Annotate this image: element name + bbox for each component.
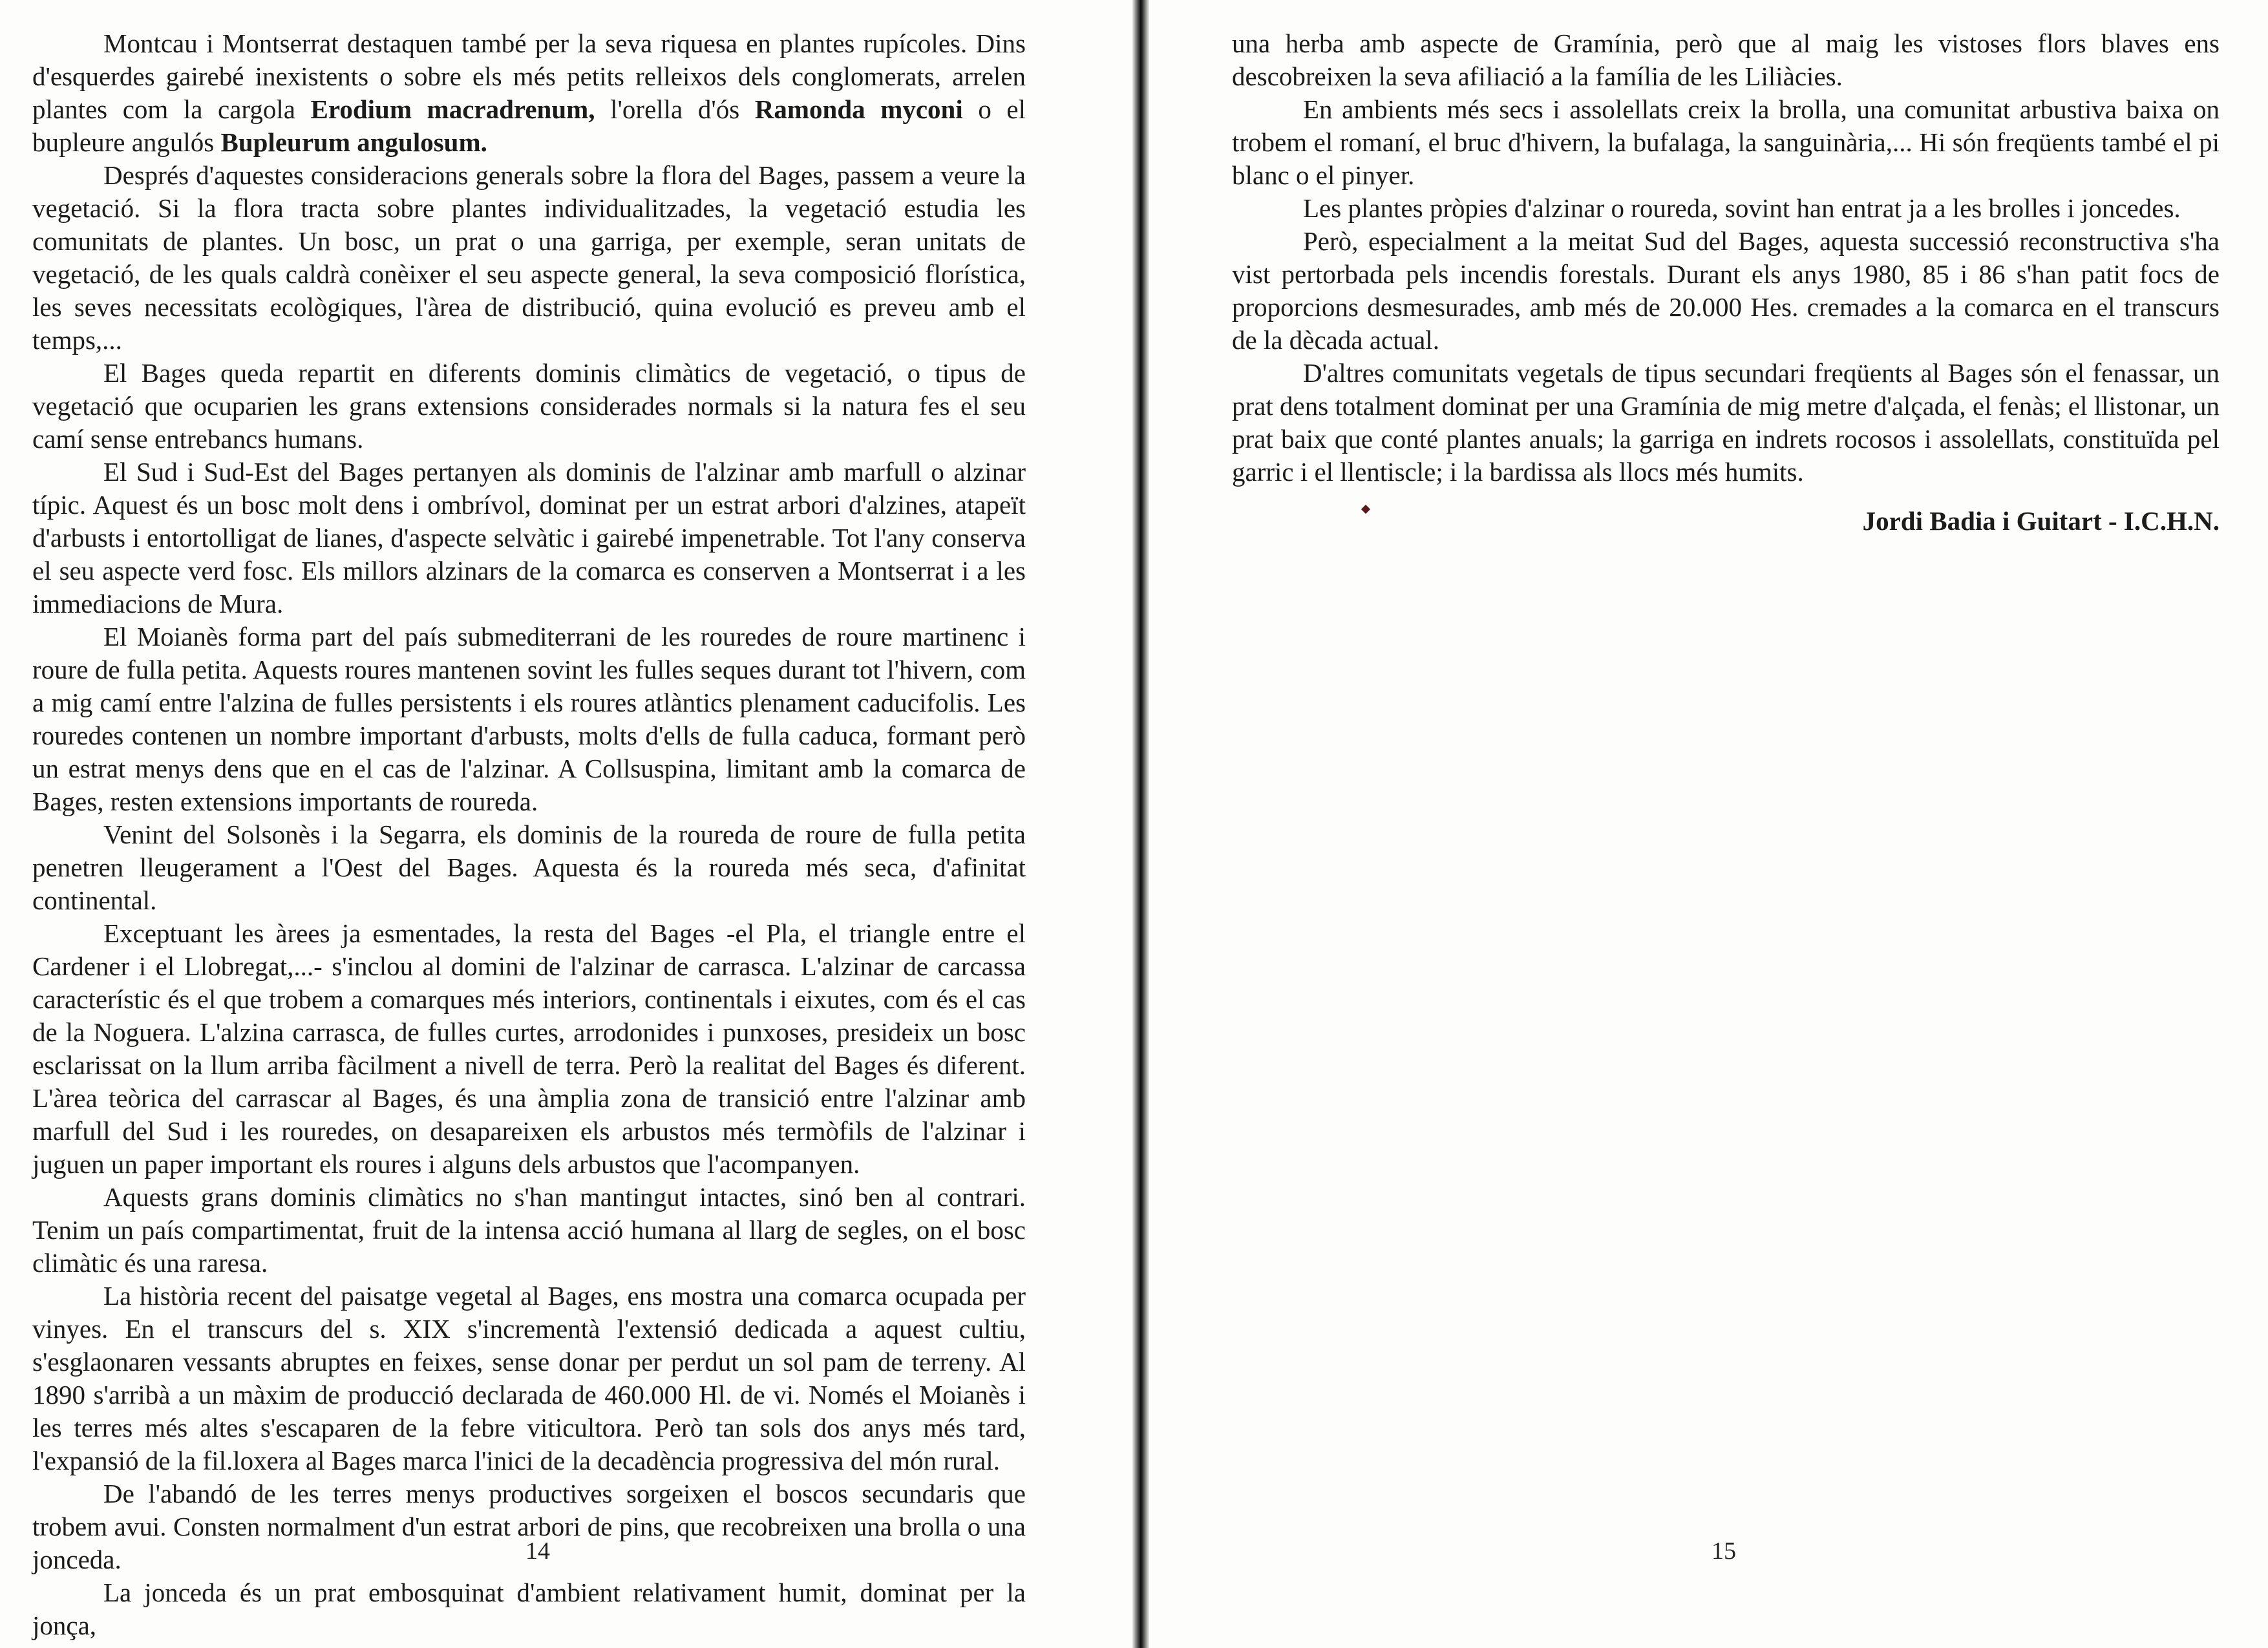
- paragraph-text: El Moianès forma part del país submediterrani de les rouredes de roure martinenc i roure de fulla petita. Aquests roures mantenen sovint les fulles seques durant tot l'hivern, com a mig camí entre l'alzina de fulles persistents i els roures atlàntics plenament caducifolis. Les rouredes contenen un nombre important d'arbusts, molts d'ells de fulla caduca, formant però un estrat menys dens que en el cas de l'alzinar. A Collsuspina, limitant amb la comarca de Bages, resten extensions importants de roureda.: [32, 622, 1026, 816]
- paragraph-text: una herba amb aspecte de Gramínia, però que al maig les vistoses flors blaves ens descobreixen la seva afiliació a la família de les Liliàcies.: [1232, 28, 2220, 91]
- paragraph: [32, 159, 1026, 357]
- paragraph: [32, 456, 1026, 620]
- paragraph-text: La història recent del paisatge vegetal al Bages, ens mostra una comarca ocupada per vinyes. En el transcurs del s. XIX s'incrementà l'extensió dedicada a aquest cultiu, s'esglaonaren vessants abruptes en feixes, sense donar per perdut un sol pam de terreny. Al 1890 s'arribà a un màxim de producció declarada de 460.000 Hl. de vi. Només el Moianès i les terres més altes s'escaparen de la febre viticultora. Però tan sols dos anys més tard, l'expansió de la fil.loxera al Bages marca l'inici de la decadència progressiva del món rural.: [32, 1281, 1026, 1475]
- paragraph: [32, 27, 1026, 159]
- paragraph: [1232, 93, 2220, 192]
- left-page-body-text: [32, 27, 1026, 1642]
- paragraph-text: o el bupleure angulós: [32, 94, 1026, 157]
- left-page: [0, 0, 1132, 1648]
- paragraph-text: Exceptuant les àrees ja esmentades, la resta del Bages -el Pla, el triangle entre el Cardener i el Llobregat,...- s'inclou al domini de l'alzinar de carrasca. L'alzinar de carcassa característic és el que trobem a comarques més interiors, continentals i eixutes, com és el cas de la Noguera. L'alzina carrasca, de fulles curtes, arrodonides i punxoses, presideix un bosc esclarissat on la llum arriba fàcilment a nivell de terra. Però la realitat del Bages és diferent. L'àrea teòrica del carrascar al Bages, és una àmplia zona de transició entre l'alzinar amb marfull del Sud i les rouredes, on desapareixen els arbustos més termòfils de l'alzinar i juguen un paper important els roures i alguns dels arbustos que l'acompanyen.: [32, 918, 1026, 1179]
- paragraph: [32, 1280, 1026, 1477]
- right-page: [1149, 0, 2268, 1648]
- paragraph: [32, 620, 1026, 818]
- paragraph-text: Les plantes pròpies d'alzinar o roureda, sovint han entrat ja a les brolles i joncedes.: [1303, 193, 2181, 223]
- author-signature: Jordi Badia i Guitart - I.C.H.N.: [1862, 506, 2220, 536]
- paragraph: [32, 818, 1026, 917]
- scientific-name: Ramonda myconi: [754, 94, 963, 124]
- scientific-name: Bupleurum angulosum.: [220, 127, 487, 157]
- paragraph-text: D'altres comunitats vegetals de tipus secundari freqüents al Bages són el fenassar, un prat dens totalment dominat per una Gramínia de mig metre d'alçada, el fenàs; el llistonar, un prat baix que conté plantes anuals; la garriga en indrets rocosos i assolellats, constituïda pel garric i el llentiscle; i la bardissa als llocs més humits.: [1232, 358, 2220, 487]
- paragraph-text: De l'abandó de les terres menys productives sorgeixen el boscos secundaris que trobem avui. Consten normalment d'un estrat arbori de pins, que recobreixen una brolla o una jonceda.: [32, 1479, 1026, 1574]
- page-number-right: 15: [1712, 1537, 1736, 1565]
- paragraph-text: El Bages queda repartit en diferents dominis climàtics de vegetació, o tipus de vegetació que ocuparien les grans extensions considerades normals si la natura fes el seu camí sense entrebancs humans.: [32, 358, 1026, 454]
- paragraph-text: Montcau i Montserrat destaquen també per la seva riquesa en plantes rupícoles. Dins d'esquerdes gairebé inexistents o sobre els més petits relleixos dels conglomerats, arrelen plantes com la cargola: [32, 28, 1026, 124]
- paragraph: [1232, 357, 2220, 489]
- paragraph-text: Però, especialment a la meitat Sud del Bages, aquesta successió reconstructiva s'ha vist pertorbada pels incendis forestals. Durant els anys 1980, 85 i 86 s'han patit focs de proporcions desmesurades, amb més de 20.000 Hes. cremades a la comarca en el transcurs de la dècada actual.: [1232, 226, 2220, 355]
- paragraph: [1232, 192, 2220, 225]
- paragraph: [32, 1181, 1026, 1280]
- paragraph-text: La jonceda és un prat embosquinat d'ambient relativament humit, dominat per la jonça,: [32, 1578, 1026, 1640]
- scientific-name: Erodium macradrenum,: [310, 94, 595, 124]
- paragraph: [32, 357, 1026, 456]
- page-number-left: 14: [525, 1537, 550, 1565]
- book-spine: [1132, 0, 1149, 1648]
- ornament-mark: [1361, 505, 1370, 514]
- paragraph: [1232, 27, 2220, 93]
- paragraph-text: El Sud i Sud-Est del Bages pertanyen als dominis de l'alzinar amb marfull o alzinar típic. Aquest és un bosc molt dens i ombrívol, dominat per un estrat arbori d'alzines, atapeït d'arbusts i entortolligat de lianes, d'aspecte selvàtic i gairebé impenetrable. Tot l'any conserva el seu aspecte verd fosc. Els millors alzinars de la comarca es conserven a Montserrat i a les immediacions de Mura.: [32, 457, 1026, 618]
- paragraph: [32, 917, 1026, 1181]
- right-page-body-text: [1232, 27, 2220, 489]
- paragraph-text: l'orella d'ós: [595, 94, 755, 124]
- paragraph: [1232, 225, 2220, 357]
- paragraph-text: Venint del Solsonès i la Segarra, els dominis de la roureda de roure de fulla petita penetren lleugerament a l'Oest del Bages. Aquesta és la roureda més seca, d'afinitat continental.: [32, 819, 1026, 915]
- paragraph-text: En ambients més secs i assolellats creix la brolla, una comunitat arbustiva baixa on trobem el romaní, el bruc d'hivern, la bufalaga, la sanguinària,... Hi són freqüents també el pi blanc o el pinyer.: [1232, 94, 2220, 190]
- paragraph-text: Després d'aquestes consideracions generals sobre la flora del Bages, passem a veure la vegetació. Si la flora tracta sobre plantes individualitzades, la vegetació estudia les comunitats de plantes. Un bosc, un prat o una garriga, per exemple, seran unitats de vegetació, de les quals caldrà conèixer el seu aspecte general, la seva composició florística, les seves necessitats ecològiques, l'àrea de distribució, quina evolució es preveu amb el temps,...: [32, 160, 1026, 355]
- paragraph-text: Aquests grans dominis climàtics no s'han mantingut intactes, sinó ben al contrari. Tenim un país compartimentat, fruit de la intensa acció humana al llarg de segles, on el bosc climàtic és una raresa.: [32, 1182, 1026, 1278]
- paragraph: [32, 1576, 1026, 1642]
